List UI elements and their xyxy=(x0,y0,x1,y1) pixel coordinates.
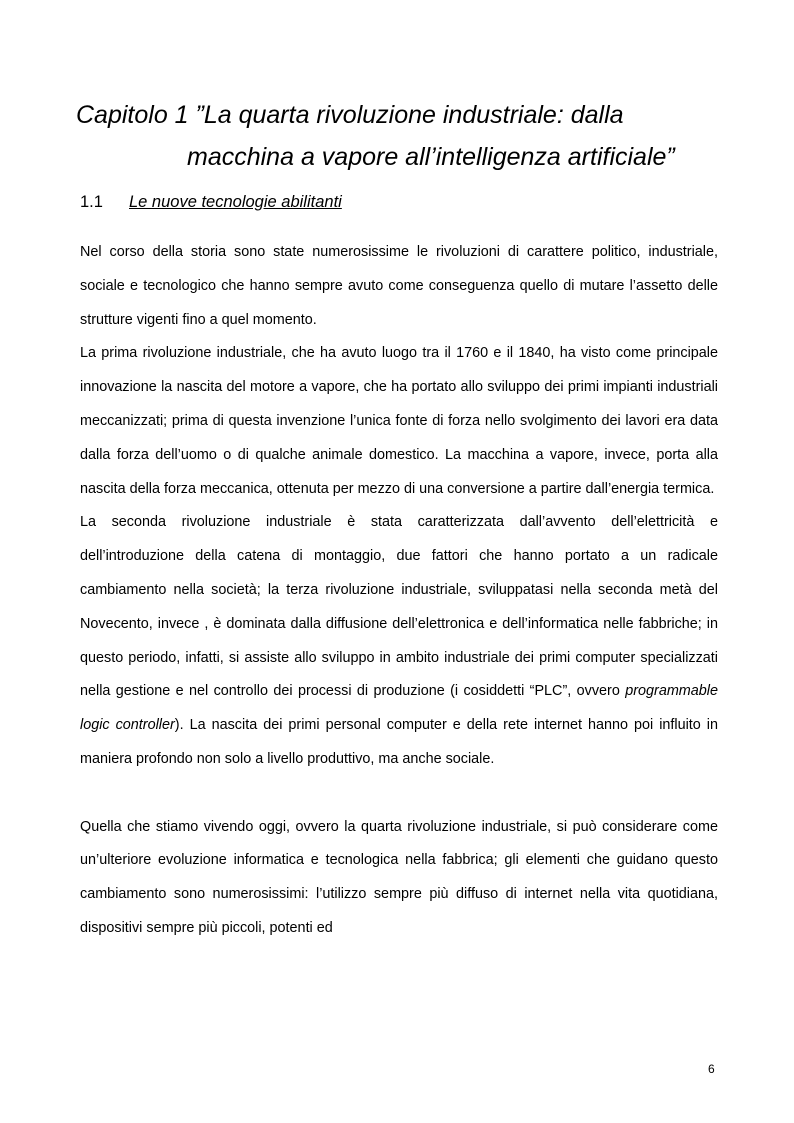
section-heading xyxy=(80,190,342,214)
paragraph: La prima rivoluzione industriale, che ha avuto luogo tra il 1760 e il 1840, ha visto come principale innovazione la nascita del motore a vapore, che ha portato allo sviluppo dei primi impianti industriali meccanizzati; prima di questa invenzione l’unica fonte di forza nello svolgimento dei lavori era data dalla forza dell’uomo o di qualche animale domestico. La macchina a vapore, invece, porta alla nascita della forza meccanica, ottenuta per mezzo di una conversione a partire dall’energia termica. xyxy=(80,345,718,497)
section-number: 1.1 xyxy=(80,193,103,211)
body-text xyxy=(80,236,718,946)
italic-term: programmable logic controller xyxy=(80,683,718,734)
paragraph-spacer xyxy=(80,777,718,811)
chapter-title-line-1: Capitolo 1 ”La quarta rivoluzione industriale: dalla xyxy=(76,101,624,129)
page-number: 6 xyxy=(708,1062,715,1076)
paragraph xyxy=(80,506,718,776)
paragraph-text: La seconda rivoluzione industriale è stata caratterizzata dall’avvento dell’elettricità e dell’introduzione della catena di montaggio, due fattori che hanno portato a un radicale cambiamento nella società; la terza rivoluzione industriale, sviluppatasi nella seconda metà del Novecento, invece , è dominata dalla diffusione dell’elettronica e dell’informatica nelle fabbriche; in questo periodo, infatti, si assiste allo sviluppo in ambito industriale dei primi computer specializzati nella gestione e nel controllo dei processi di produzione (i cosiddetti “PLC”, ovvero xyxy=(80,514,718,700)
chapter-title xyxy=(76,94,736,178)
section-title: Le nuove tecnologie abilitanti xyxy=(129,193,342,211)
chapter-title-line-2: macchina a vapore all’intelligenza artificiale” xyxy=(187,143,675,171)
paragraph: Nel corso della storia sono state numerosissime le rivoluzioni di carattere politico, industriale, sociale e tecnologico che hanno sempre avuto come conseguenza quello di mutare l’assetto delle strutture vigenti fino a quel momento. xyxy=(80,244,718,328)
paragraph-text: ). La nascita dei primi personal computer e della rete internet hanno poi influito in maniera profondo non solo a livello produttivo, ma anche sociale. xyxy=(80,717,719,767)
paragraph: Quella che stiamo vivendo oggi, ovvero la quarta rivoluzione industriale, si può considerare come un’ulteriore evoluzione informatica e tecnologica nella fabbrica; gli elementi che guidano questo cambiamento sono numerosissimi: l’utilizzo sempre più diffuso di internet nella vita quotidiana, dispositivi sempre più piccoli, potenti ed xyxy=(80,818,718,936)
